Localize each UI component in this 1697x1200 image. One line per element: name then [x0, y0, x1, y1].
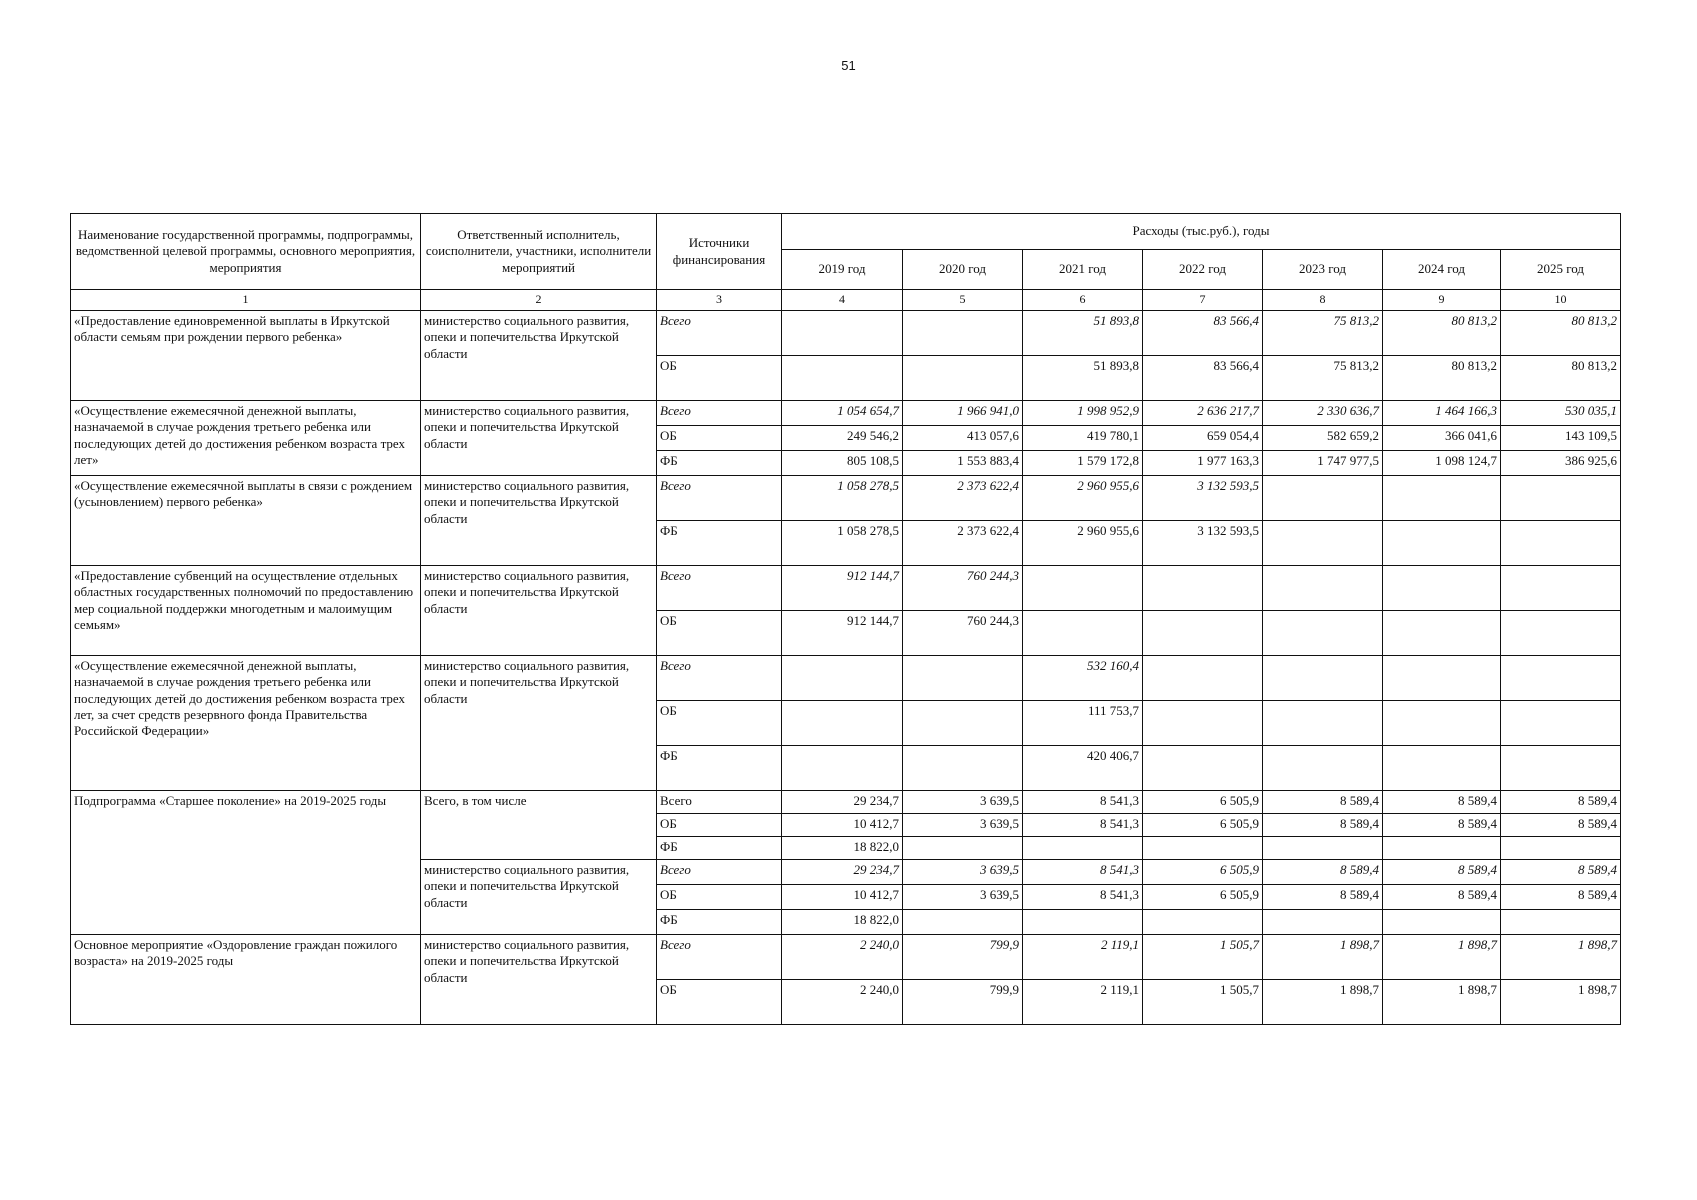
- value-cell: [1501, 746, 1621, 791]
- source-label: Всего: [657, 476, 782, 521]
- source-label: ОБ: [657, 885, 782, 910]
- value-cell: [1263, 566, 1383, 611]
- source-label: ОБ: [657, 814, 782, 837]
- value-cell: 51 893,8: [1023, 311, 1143, 356]
- value-cell: 83 566,4: [1143, 356, 1263, 401]
- column-number: 3: [657, 290, 782, 311]
- value-cell: 8 589,4: [1501, 814, 1621, 837]
- value-cell: [782, 311, 903, 356]
- value-cell: 1 898,7: [1263, 935, 1383, 980]
- value-cell: 1 098 124,7: [1383, 451, 1501, 476]
- value-cell: 83 566,4: [1143, 311, 1263, 356]
- value-cell: 1 464 166,3: [1383, 401, 1501, 426]
- value-cell: [1023, 611, 1143, 656]
- value-cell: 3 639,5: [903, 791, 1023, 814]
- value-cell: 799,9: [903, 935, 1023, 980]
- value-cell: [1143, 837, 1263, 860]
- subprogram-name: Подпрограмма «Старшее поколение» на 2019-2025 годы: [71, 791, 421, 935]
- value-cell: 8 589,4: [1501, 791, 1621, 814]
- value-cell: 1 054 654,7: [782, 401, 903, 426]
- value-cell: 2 119,1: [1023, 980, 1143, 1025]
- column-number: 1: [71, 290, 421, 311]
- header-year: 2021 год: [1023, 250, 1143, 290]
- value-cell: [1501, 701, 1621, 746]
- value-cell: [1501, 611, 1621, 656]
- table-row: [71, 311, 1621, 356]
- source-label: ФБ: [657, 521, 782, 566]
- value-cell: [1383, 521, 1501, 566]
- table-row: [71, 935, 1621, 980]
- value-cell: 1 505,7: [1143, 980, 1263, 1025]
- value-cell: 805 108,5: [782, 451, 903, 476]
- header-year: 2023 год: [1263, 250, 1383, 290]
- value-cell: [1383, 566, 1501, 611]
- value-cell: 143 109,5: [1501, 426, 1621, 451]
- measure-name: Основное мероприятие «Оздоровление граждан пожилого возраста» на 2019-2025 годы: [71, 935, 421, 1025]
- page-number: 51: [841, 58, 856, 73]
- source-label: ФБ: [657, 746, 782, 791]
- value-cell: 413 057,6: [903, 426, 1023, 451]
- value-cell: 2 373 622,4: [903, 521, 1023, 566]
- value-cell: 2 373 622,4: [903, 476, 1023, 521]
- value-cell: 2 636 217,7: [1143, 401, 1263, 426]
- value-cell: [1023, 910, 1143, 935]
- value-cell: 1 998 952,9: [1023, 401, 1143, 426]
- executor: министерство социального развития, опеки и попечительства Иркутской области: [421, 476, 657, 566]
- value-cell: [903, 356, 1023, 401]
- table-row: [71, 656, 1621, 701]
- source-label: ФБ: [657, 451, 782, 476]
- value-cell: 8 541,3: [1023, 885, 1143, 910]
- value-cell: 582 659,2: [1263, 426, 1383, 451]
- value-cell: 366 041,6: [1383, 426, 1501, 451]
- value-cell: 760 244,3: [903, 566, 1023, 611]
- value-cell: 3 639,5: [903, 885, 1023, 910]
- value-cell: [1263, 837, 1383, 860]
- value-cell: 6 505,9: [1143, 885, 1263, 910]
- value-cell: [903, 701, 1023, 746]
- value-cell: 1 505,7: [1143, 935, 1263, 980]
- header-source: Источники финансирования: [657, 214, 782, 290]
- value-cell: 1 898,7: [1383, 980, 1501, 1025]
- column-number: 5: [903, 290, 1023, 311]
- value-cell: [782, 746, 903, 791]
- value-cell: [1383, 701, 1501, 746]
- executor: министерство социального развития, опеки и попечительства Иркутской области: [421, 401, 657, 476]
- value-cell: 8 589,4: [1501, 860, 1621, 885]
- value-cell: 1 058 278,5: [782, 476, 903, 521]
- value-cell: 3 132 593,5: [1143, 521, 1263, 566]
- header-year: 2024 год: [1383, 250, 1501, 290]
- value-cell: [1501, 656, 1621, 701]
- value-cell: 249 546,2: [782, 426, 903, 451]
- column-number: 10: [1501, 290, 1621, 311]
- value-cell: 386 925,6: [1501, 451, 1621, 476]
- value-cell: 2 119,1: [1023, 935, 1143, 980]
- value-cell: 6 505,9: [1143, 860, 1263, 885]
- value-cell: 1 058 278,5: [782, 521, 903, 566]
- value-cell: 912 144,7: [782, 566, 903, 611]
- value-cell: 8 541,3: [1023, 814, 1143, 837]
- executor: министерство социального развития, опеки и попечительства Иркутской области: [421, 860, 657, 935]
- value-cell: 2 960 955,6: [1023, 476, 1143, 521]
- value-cell: 2 330 636,7: [1263, 401, 1383, 426]
- source-label: Всего: [657, 401, 782, 426]
- value-cell: 80 813,2: [1383, 311, 1501, 356]
- value-cell: [1501, 910, 1621, 935]
- value-cell: [1263, 910, 1383, 935]
- value-cell: [1383, 910, 1501, 935]
- value-cell: [1501, 566, 1621, 611]
- header-executor: Ответственный исполнитель, соисполнители, участники, исполнители мероприятий: [421, 214, 657, 290]
- value-cell: 1 966 941,0: [903, 401, 1023, 426]
- source-label: Всего: [657, 791, 782, 814]
- value-cell: [903, 746, 1023, 791]
- value-cell: 419 780,1: [1023, 426, 1143, 451]
- value-cell: [1501, 521, 1621, 566]
- value-cell: [1263, 611, 1383, 656]
- executor: министерство социального развития, опеки и попечительства Иркутской области: [421, 935, 657, 1025]
- value-cell: [1263, 746, 1383, 791]
- value-cell: [1143, 566, 1263, 611]
- value-cell: 2 240,0: [782, 935, 903, 980]
- source-label: Всего: [657, 656, 782, 701]
- value-cell: 51 893,8: [1023, 356, 1143, 401]
- value-cell: 1 747 977,5: [1263, 451, 1383, 476]
- source-label: Всего: [657, 860, 782, 885]
- budget-table: [70, 213, 1621, 1025]
- value-cell: [1383, 746, 1501, 791]
- value-cell: 80 813,2: [1501, 356, 1621, 401]
- value-cell: [1263, 521, 1383, 566]
- value-cell: 8 589,4: [1383, 860, 1501, 885]
- table-row: [71, 401, 1621, 426]
- value-cell: 75 813,2: [1263, 356, 1383, 401]
- value-cell: 8 589,4: [1263, 885, 1383, 910]
- value-cell: 8 589,4: [1383, 791, 1501, 814]
- value-cell: [1143, 746, 1263, 791]
- column-number: 4: [782, 290, 903, 311]
- value-cell: 3 639,5: [903, 860, 1023, 885]
- value-cell: 3 639,5: [903, 814, 1023, 837]
- value-cell: [1383, 656, 1501, 701]
- value-cell: [1143, 611, 1263, 656]
- value-cell: [1143, 910, 1263, 935]
- value-cell: 75 813,2: [1263, 311, 1383, 356]
- value-cell: [1383, 837, 1501, 860]
- value-cell: 8 589,4: [1263, 791, 1383, 814]
- value-cell: 8 589,4: [1383, 814, 1501, 837]
- header-expenses: Расходы (тыс.руб.), годы: [782, 214, 1621, 250]
- value-cell: 8 541,3: [1023, 791, 1143, 814]
- column-number: 9: [1383, 290, 1501, 311]
- value-cell: 80 813,2: [1501, 311, 1621, 356]
- measure-name: «Предоставление субвенций на осуществление отдельных областных государственных полномочий по предоставлению мер социальной поддержки многодетным и малоимущим семьям»: [71, 566, 421, 656]
- value-cell: [1263, 701, 1383, 746]
- value-cell: [903, 656, 1023, 701]
- value-cell: 1 898,7: [1501, 935, 1621, 980]
- value-cell: 420 406,7: [1023, 746, 1143, 791]
- table-row: [71, 566, 1621, 611]
- value-cell: 29 234,7: [782, 791, 903, 814]
- executor-total: Всего, в том числе: [421, 791, 657, 860]
- source-label: ОБ: [657, 426, 782, 451]
- value-cell: 80 813,2: [1383, 356, 1501, 401]
- header-name: Наименование государственной программы, подпрограммы, ведомственной целевой программы, основного мероприятия, мероприятия: [71, 214, 421, 290]
- value-cell: [782, 356, 903, 401]
- column-number: 8: [1263, 290, 1383, 311]
- header-year: 2020 год: [903, 250, 1023, 290]
- value-cell: [903, 837, 1023, 860]
- measure-name: «Предоставление единовременной выплаты в Иркутской области семьям при рождении первого ребенка»: [71, 311, 421, 401]
- table-row: [71, 791, 1621, 814]
- value-cell: [1383, 476, 1501, 521]
- source-label: ОБ: [657, 980, 782, 1025]
- value-cell: 1 898,7: [1383, 935, 1501, 980]
- value-cell: 659 054,4: [1143, 426, 1263, 451]
- value-cell: 8 589,4: [1383, 885, 1501, 910]
- value-cell: [1023, 566, 1143, 611]
- value-cell: 29 234,7: [782, 860, 903, 885]
- value-cell: 1 579 172,8: [1023, 451, 1143, 476]
- measure-name: «Осуществление ежемесячной денежной выплаты, назначаемой в случае рождения третьего ребенка или последующих детей до достижения ребенком возраста трех лет, за счет средств резервного фонда Правительства Российской Федерации»: [71, 656, 421, 791]
- column-number: 7: [1143, 290, 1263, 311]
- value-cell: [1383, 611, 1501, 656]
- value-cell: 1 553 883,4: [903, 451, 1023, 476]
- source-label: ОБ: [657, 356, 782, 401]
- value-cell: 111 753,7: [1023, 701, 1143, 746]
- value-cell: [903, 311, 1023, 356]
- header-year: 2022 год: [1143, 250, 1263, 290]
- value-cell: [782, 701, 903, 746]
- value-cell: 8 589,4: [1263, 814, 1383, 837]
- value-cell: [1263, 656, 1383, 701]
- value-cell: 8 589,4: [1263, 860, 1383, 885]
- column-number: 2: [421, 290, 657, 311]
- value-cell: [1023, 837, 1143, 860]
- executor: министерство социального развития, опеки и попечительства Иркутской области: [421, 311, 657, 401]
- value-cell: [1263, 476, 1383, 521]
- value-cell: 532 160,4: [1023, 656, 1143, 701]
- value-cell: 799,9: [903, 980, 1023, 1025]
- value-cell: 18 822,0: [782, 910, 903, 935]
- column-number: 6: [1023, 290, 1143, 311]
- value-cell: 760 244,3: [903, 611, 1023, 656]
- value-cell: 8 589,4: [1501, 885, 1621, 910]
- value-cell: 10 412,7: [782, 814, 903, 837]
- measure-name: «Осуществление ежемесячной денежной выплаты, назначаемой в случае рождения третьего ребенка или последующих детей до достижения ребенком возраста трех лет»: [71, 401, 421, 476]
- source-label: Всего: [657, 935, 782, 980]
- header-year: 2019 год: [782, 250, 903, 290]
- value-cell: 10 412,7: [782, 885, 903, 910]
- source-label: Всего: [657, 311, 782, 356]
- value-cell: 6 505,9: [1143, 814, 1263, 837]
- value-cell: 8 541,3: [1023, 860, 1143, 885]
- executor: министерство социального развития, опеки и попечительства Иркутской области: [421, 566, 657, 656]
- source-label: ФБ: [657, 910, 782, 935]
- value-cell: [903, 910, 1023, 935]
- value-cell: 1 977 163,3: [1143, 451, 1263, 476]
- value-cell: [1501, 837, 1621, 860]
- source-label: ФБ: [657, 837, 782, 860]
- executor: министерство социального развития, опеки и попечительства Иркутской области: [421, 656, 657, 791]
- value-cell: [782, 656, 903, 701]
- value-cell: 530 035,1: [1501, 401, 1621, 426]
- value-cell: 1 898,7: [1263, 980, 1383, 1025]
- measure-name: «Осуществление ежемесячной выплаты в связи с рождением (усыновлением) первого ребенка»: [71, 476, 421, 566]
- source-label: ОБ: [657, 611, 782, 656]
- value-cell: 2 960 955,6: [1023, 521, 1143, 566]
- value-cell: 18 822,0: [782, 837, 903, 860]
- value-cell: [1501, 476, 1621, 521]
- table-row: [71, 476, 1621, 521]
- value-cell: 1 898,7: [1501, 980, 1621, 1025]
- value-cell: 3 132 593,5: [1143, 476, 1263, 521]
- value-cell: 2 240,0: [782, 980, 903, 1025]
- source-label: ОБ: [657, 701, 782, 746]
- value-cell: [1143, 656, 1263, 701]
- source-label: Всего: [657, 566, 782, 611]
- value-cell: 912 144,7: [782, 611, 903, 656]
- value-cell: [1143, 701, 1263, 746]
- value-cell: 6 505,9: [1143, 791, 1263, 814]
- header-year: 2025 год: [1501, 250, 1621, 290]
